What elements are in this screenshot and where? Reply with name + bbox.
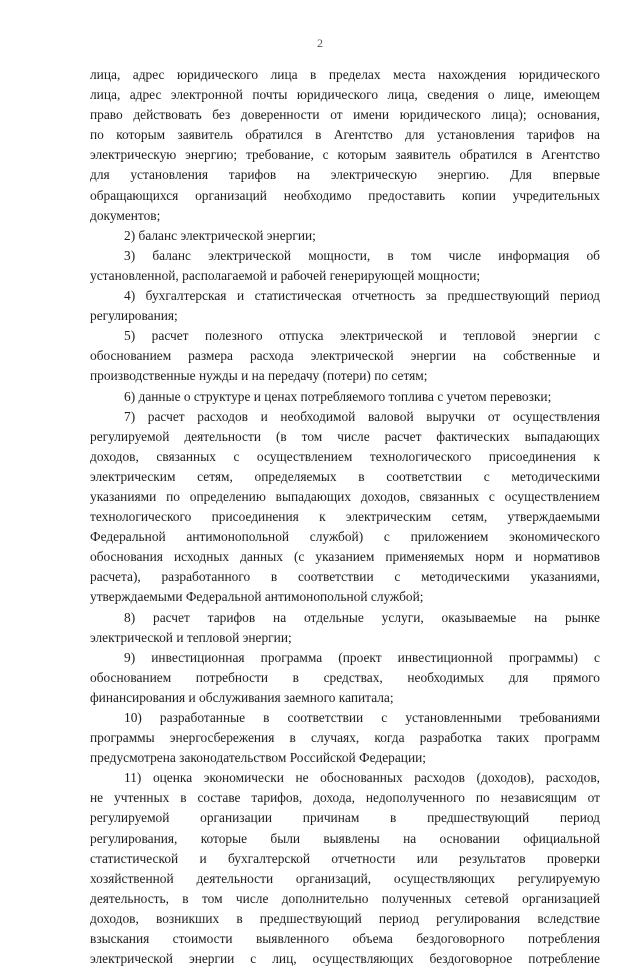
text-line: 6) данные о структуре и ценах потребляемого топлива с учетом перевозки; bbox=[124, 388, 552, 404]
text-line: установленной, располагаемой и рабочей генерирующей мощности; bbox=[90, 267, 481, 283]
text-line: 11) оценка экономически не обоснованных расходов (доходов), расходов, bbox=[124, 770, 600, 786]
text-line: лица, адрес юридического лица в пределах места нахождения юридического bbox=[90, 67, 600, 82]
text-line: обоснованием потребности в средствах, необходимых для прямого bbox=[90, 669, 600, 685]
text-line: доходов, связанных с осуществлением технологического присоединения к bbox=[90, 448, 600, 464]
text-line: 2) баланс электрической энергии; bbox=[124, 227, 316, 243]
text-line: регулируемой организации причинам в предшествующий период bbox=[90, 810, 600, 826]
text-line: регулируемой деятельности (в том числе расчет фактических выпадающих bbox=[90, 428, 600, 444]
text-line: 7) расчет расходов и необходимой валовой выручки от осуществления bbox=[124, 408, 600, 424]
text-line: регулирования, которые были выявлены на основании официальной bbox=[90, 830, 600, 846]
text-line: статистической и бухгалтерской отчетности или результатов проверки bbox=[90, 850, 600, 866]
page-number: 2 bbox=[317, 36, 323, 50]
text-line: расчета), разработанного в соответствии с методическими указаниями, bbox=[90, 569, 600, 585]
text-line: указаниями по определению выпадающих доходов, связанных с осуществлением bbox=[90, 488, 600, 504]
text-line: 5) расчет полезного отпуска электрической и тепловой энергии с bbox=[124, 328, 600, 344]
text-line: электрическим сетям, определяемых в соответствии с методическими bbox=[90, 468, 600, 484]
text-line: программы энергосбережения в случаях, когда разработка таких программ bbox=[90, 730, 600, 746]
document-body bbox=[90, 65, 600, 969]
text-line: утверждаемыми Федеральной антимонопольной службой; bbox=[90, 589, 424, 605]
text-line: обращающихся организаций необходимо предоставить копии учредительных bbox=[90, 187, 600, 203]
text-line: доходов, возникших в предшествующий период регулирования вследствие bbox=[90, 910, 600, 926]
text-line: 9) инвестиционная программа (проект инвестиционной программы) с bbox=[124, 649, 600, 665]
text-line: обоснования исходных данных (с указанием применяемых норм и нормативов bbox=[90, 549, 600, 565]
text-line: производственные нужды и на передачу (потери) по сетям; bbox=[90, 368, 428, 384]
text-line: 3) баланс электрической мощности, в том числе информация об bbox=[124, 247, 600, 263]
text-line: электрическую энергию; требование, с которым заявитель обратился в Агентство bbox=[90, 147, 600, 163]
text-line: по которым заявитель обратился в Агентство для установления тарифов на bbox=[90, 127, 600, 143]
text-line: предусмотрена законодательством Российской Федерации; bbox=[90, 750, 426, 766]
text-line: хозяйственной деятельности организаций, осуществляющих регулируемую bbox=[90, 870, 600, 886]
text-line: регулирования; bbox=[90, 308, 178, 324]
text-line: для установления тарифов на электрическую энергию. Для впервые bbox=[90, 167, 600, 183]
text-line: технологического присоединения к электрическим сетям, утверждаемыми bbox=[90, 509, 600, 525]
text-line: документов; bbox=[90, 207, 161, 223]
text-line: электрической энергии с лиц, осуществляющих бездоговорное потребление bbox=[90, 951, 600, 967]
text-line: 8) расчет тарифов на отдельные услуги, оказываемые на рынке bbox=[124, 609, 600, 625]
text-line: 4) бухгалтерская и статистическая отчетность за предшествующий период bbox=[124, 288, 600, 304]
text-line: электрической и тепловой энергии; bbox=[90, 629, 292, 645]
text-line: финансирования и обслуживания заемного капитала; bbox=[90, 689, 394, 705]
text-line: лица, адрес электронной почты юридического лица, сведения о лице, имеющем bbox=[90, 87, 600, 103]
text-line: Федеральной антимонопольной службой) с приложением экономического bbox=[90, 529, 600, 545]
text-line: взыскания стоимости выявленного объема бездоговорного потребления bbox=[90, 931, 600, 947]
text-line: обоснованием размера расхода электрической энергии на собственные и bbox=[90, 348, 600, 364]
text-line: 10) разработанные в соответствии с установленными требованиями bbox=[124, 710, 600, 725]
text-line: не учтенных в составе тарифов, дохода, недополученного по независящим от bbox=[90, 790, 600, 806]
text-line: деятельность, в том числе дополнительно полученных сетевой организацией bbox=[90, 890, 600, 906]
text-line: право действовать без доверенности от имени юридического лица); основания, bbox=[90, 107, 600, 123]
